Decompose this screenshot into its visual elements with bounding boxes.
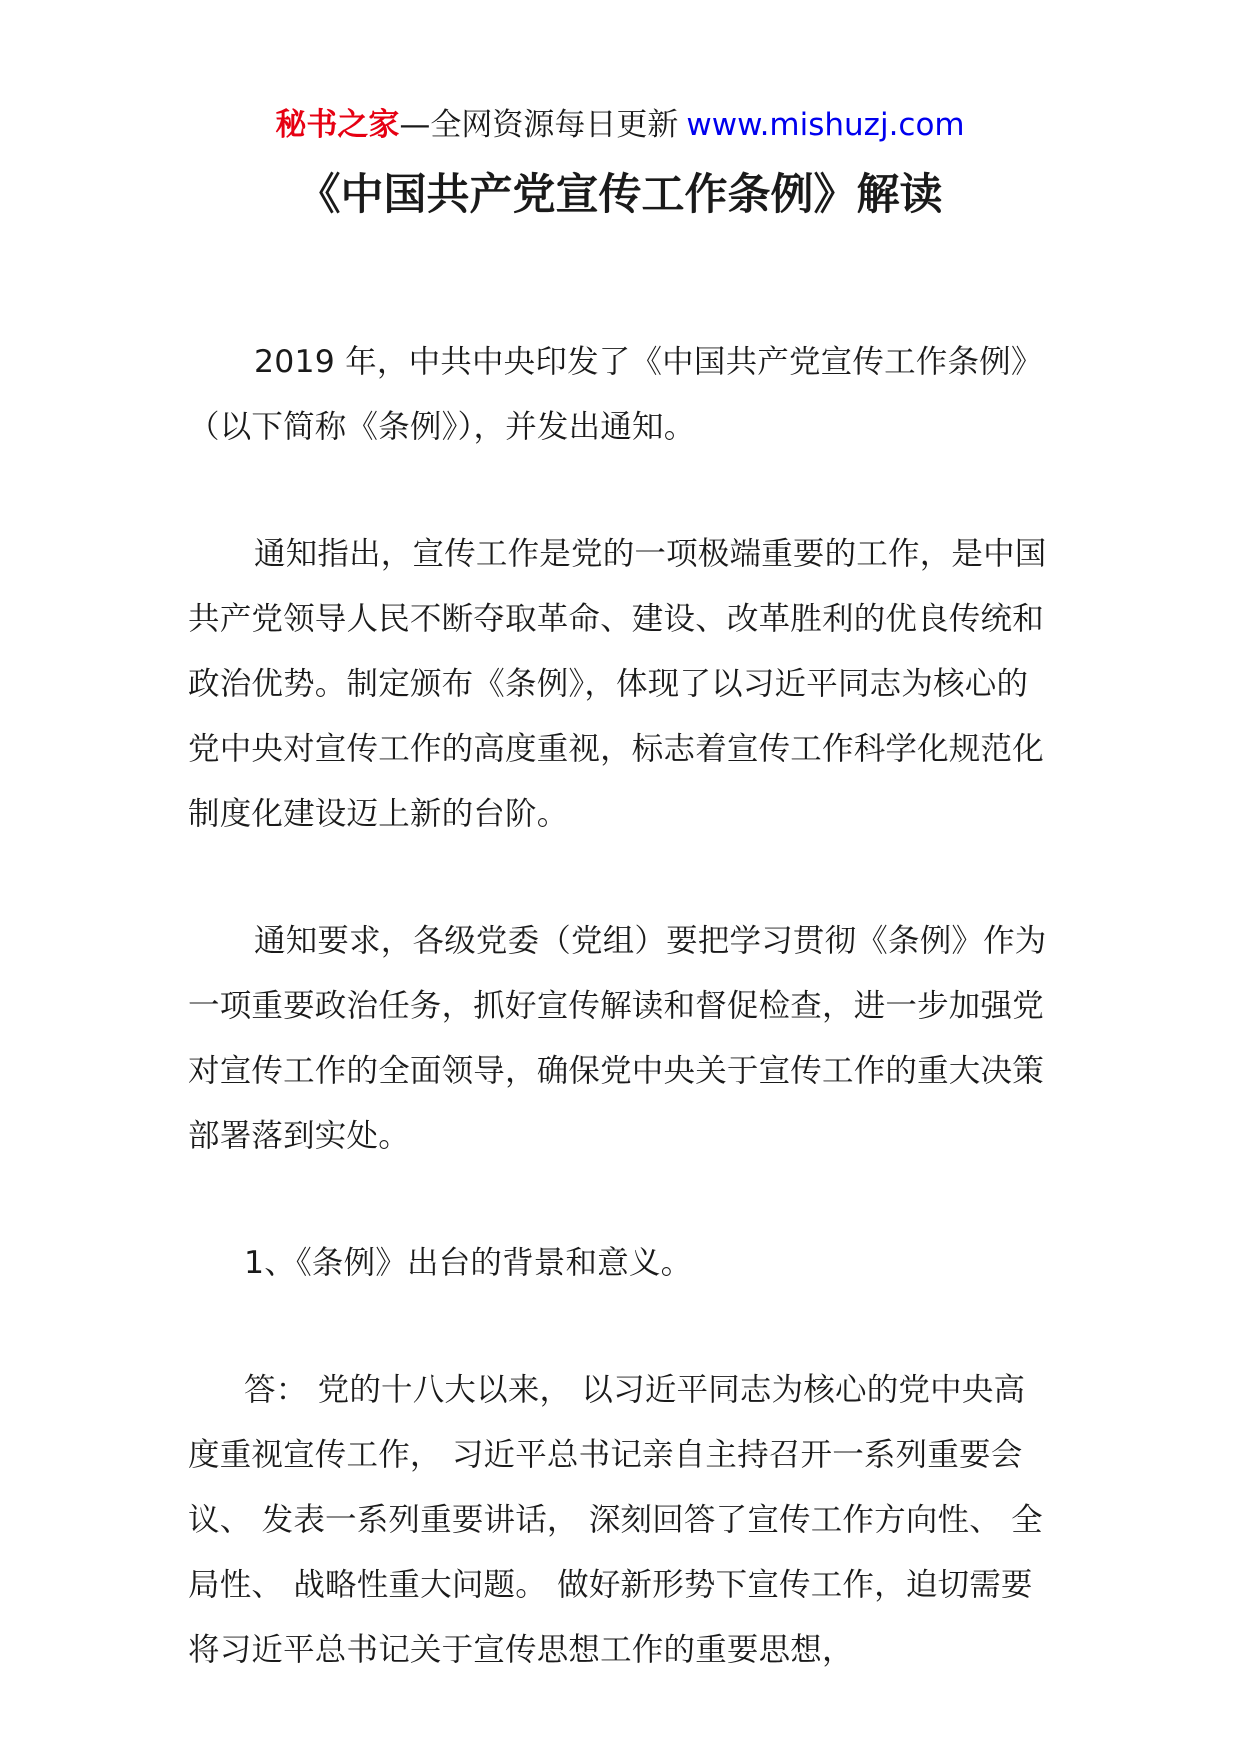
- brand-name: 秘书之家: [275, 107, 400, 143]
- answer-paragraph: 答： 党的十八大以来， 以习近平同志为核心的党中央高度重视宣传工作， 习近平总书记亲自主持召开一系列重要会议、 发表一系列重要讲话， 深刻回答了宣传工作方向性、 全局性、 战略性重大问题。 做好新形势下宣传工作，迫切需要将习近平总书记关于宣传思想工作的重要思想，: [188, 1372, 1043, 1668]
- paragraph-notice: 通知指出，宣传工作是党的一项极端重要的工作，是中国共产党领导人民不断夺取革命、建设、改革胜利的优良传统和政治优势。制定颁布《条例》，体现了以习近平同志为核心的党中央对宣传工作的高度重视，标志着宣传工作科学化规范化制度化建设迈上新的台阶。: [188, 536, 1047, 832]
- paragraph-requirement: 通知要求，各级党委（党组）要把学习贯彻《条例》作为一项重要政治任务，抓好宣传解读和督促检查，进一步加强党对宣传工作的全面领导，确保党中央关于宣传工作的重大决策部署落到实处。: [188, 923, 1047, 1154]
- header-tagline: —全网资源每日更新: [399, 107, 679, 143]
- site-header: [0, 100, 1240, 150]
- document-body: [188, 330, 1052, 1745]
- document-title: 《中国共产党宣传工作条例》解读: [297, 170, 943, 220]
- paragraph-intro: 2019 年，中共中央印发了《中国共产党宣传工作条例》（以下简称《条例》），并发出通知。: [188, 344, 1043, 445]
- question-heading: 1、《条例》出台的背景和意义。: [244, 1245, 693, 1281]
- site-url-link[interactable]: www.mishuzj.com: [686, 107, 965, 143]
